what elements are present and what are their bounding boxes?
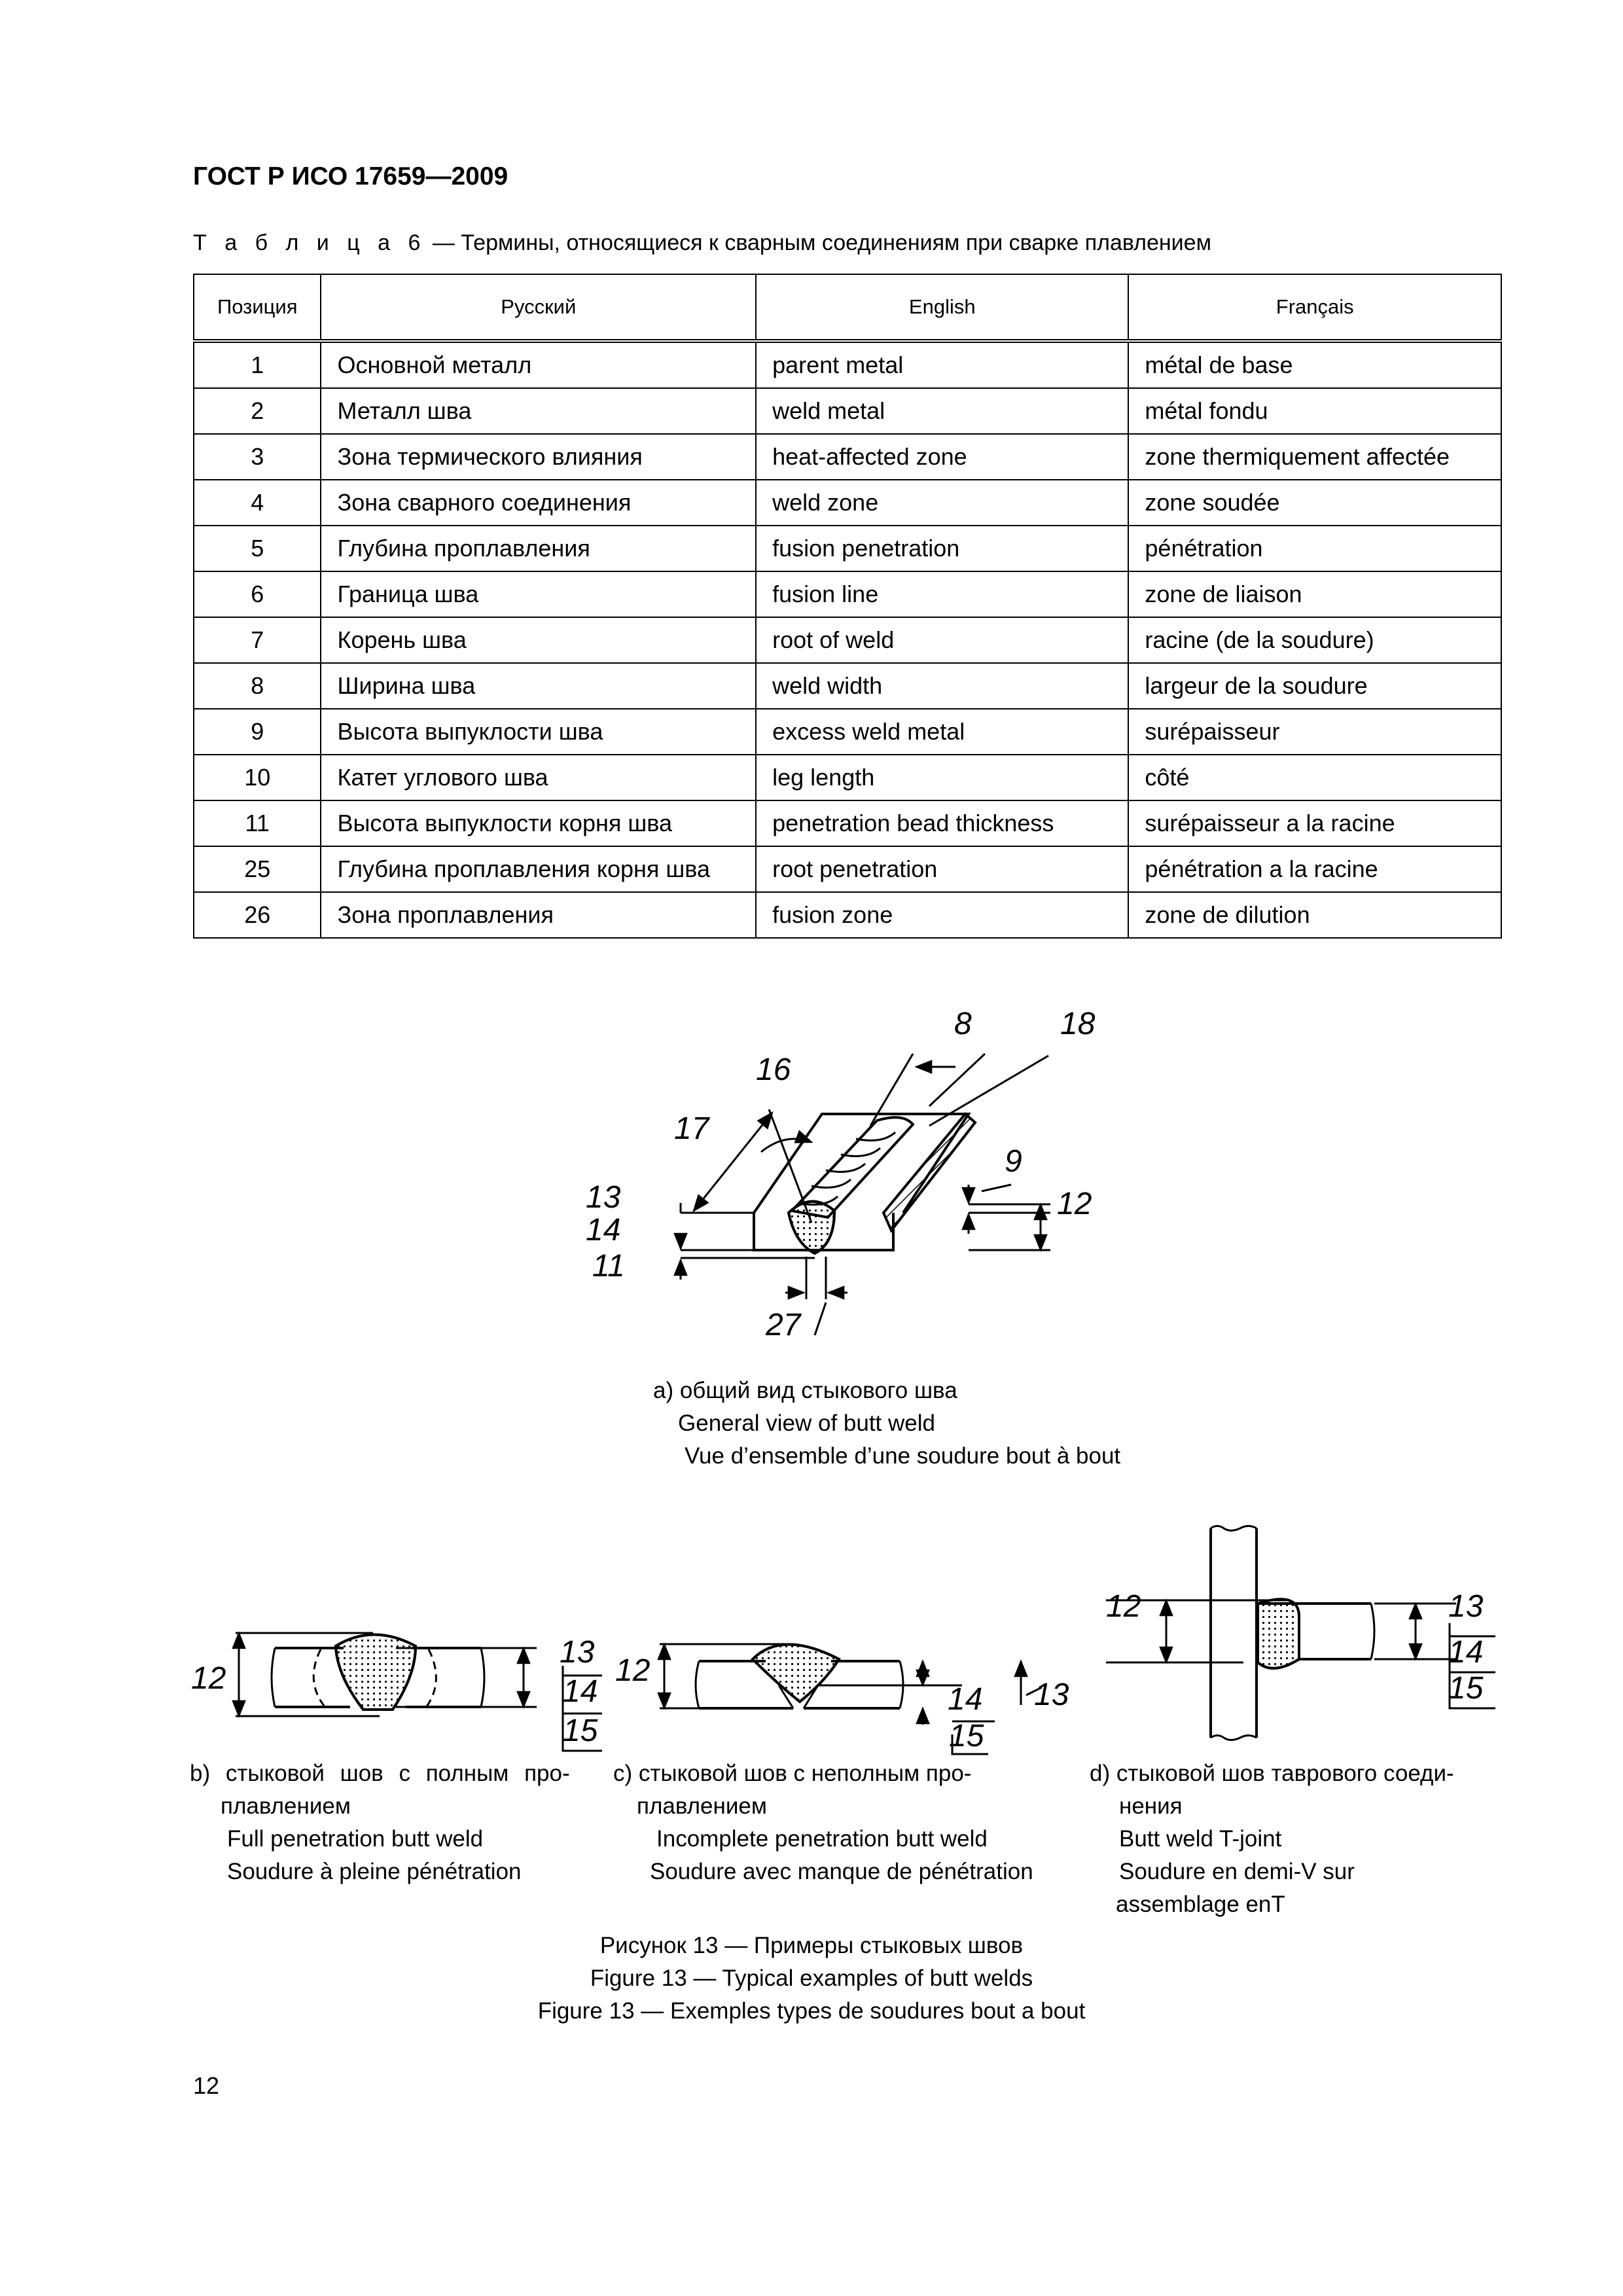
figure-b-caption [190,1757,589,1888]
figure-d-caption-fr-2: assemblage enT [1116,1892,1285,1917]
cell-russian: Основной металл [321,341,756,388]
callout-c-12: 12 [615,1653,651,1688]
figure-d-caption [1090,1757,1454,1921]
cell-russian: Глубина проплавления корня шва [321,846,756,892]
figure-a-caption-fr: Vue d’ensemble d’une soudure bout à bout [685,1443,1121,1469]
cell-russian: Металл шва [321,388,756,434]
cell-english: leg length [756,755,1128,800]
cell-position: 2 [194,388,321,434]
callout-b-13: 13 [560,1635,595,1670]
cell-russian: Высота выпуклости шва [321,709,756,755]
figure-b-caption-ru-2: плавлением [221,1793,351,1819]
cell-french: pénétration [1128,526,1501,571]
column-header-russian: Русский [321,274,756,341]
cell-english: fusion line [756,571,1128,617]
cell-english: fusion zone [756,892,1128,938]
cell-russian: Глубина проплавления [321,526,756,571]
cell-french: surépaisseur a la racine [1128,800,1501,846]
cell-french: métal fondu [1128,388,1501,434]
callout-12: 12 [1057,1187,1092,1221]
figure-b-drawing [236,1633,602,1751]
cell-english: parent metal [756,341,1128,388]
figure-c-caption-fr: Soudure avec manque de pénétration [650,1859,1033,1884]
cell-russian: Граница шва [321,571,756,617]
callout-c-15: 15 [949,1719,984,1753]
callout-c-13: 13 [1034,1677,1069,1712]
cell-position: 11 [194,800,321,846]
cell-french: largeur de la soudure [1128,663,1501,709]
cell-english: weld metal [756,388,1128,434]
figure-title-fr: Figure 13 — Exemples types de soudures bout a bout [537,1998,1086,2024]
cell-position: 9 [194,709,321,755]
cell-position: 5 [194,526,321,571]
cell-english: weld width [756,663,1128,709]
cell-russian: Катет углового шва [321,755,756,800]
figure-title-ru: Рисунок 13 — Примеры стыковых швов [599,1933,1024,1958]
cell-position: 6 [194,571,321,617]
cell-french: zone de dilution [1128,892,1501,938]
figure-d-caption-en: Butt weld T-joint [1119,1826,1282,1852]
cell-russian: Высота выпуклости корня шва [321,800,756,846]
figure-c-drawing [660,1644,1042,1754]
cell-french: pénétration a la racine [1128,846,1501,892]
callout-b-12: 12 [191,1661,226,1696]
figure-c-callouts [615,1653,1069,1753]
figure-d-drawing [1106,1526,1495,1740]
cell-french: surépaisseur [1128,709,1501,755]
callout-b-14: 14 [563,1674,598,1709]
cell-english: excess weld metal [756,709,1128,755]
figure-d-caption-ru-2: нения [1119,1793,1183,1819]
cell-english: root of weld [756,617,1128,663]
document-header: ГОСТ Р ИСО 17659—2009 [193,162,508,190]
figure-b-caption-en: Full penetration butt weld [227,1826,484,1852]
figure-a-caption [653,1374,1120,1473]
figure-c-caption-ru-2: плавлением [637,1793,767,1819]
callout-18: 18 [1060,1007,1096,1041]
column-header-position: Позиция [194,274,321,341]
figure-c-caption-en: Incomplete penetration butt weld [656,1826,988,1852]
cell-position: 1 [194,341,321,388]
callout-d-13: 13 [1448,1589,1484,1624]
cell-french: zone soudée [1128,480,1501,526]
callout-d-12: 12 [1106,1589,1141,1624]
figure-b-caption-fr: Soudure à pleine pénétration [227,1859,522,1884]
cell-russian: Зона проплавления [321,892,756,938]
figure-a-caption-en: General view of butt weld [678,1410,935,1436]
callout-d-15: 15 [1448,1671,1484,1706]
figure-b-caption-ru-1: b) стыковой шов с полным про- [190,1761,570,1786]
cell-russian: Корень шва [321,617,756,663]
callout-d-14: 14 [1448,1635,1484,1670]
cell-french: côté [1128,755,1501,800]
cell-french: zone thermiquement affectée [1128,434,1501,480]
callout-11: 11 [592,1249,625,1283]
callout-27: 27 [766,1308,801,1342]
cell-position: 3 [194,434,321,480]
table-caption-text: — Термины, относящиеся к сварным соединениям при сварке плавлением [426,230,1211,255]
cell-russian: Зона термического влияния [321,434,756,480]
figure-d-caption-fr-1: Soudure en demi-V sur [1119,1859,1355,1884]
figure-a-drawing [681,1054,1050,1335]
cell-english: weld zone [756,480,1128,526]
cell-english: penetration bead thickness [756,800,1128,846]
callout-13: 13 [586,1180,621,1215]
page-number: 12 [193,2072,220,2099]
column-header-french: Français [1128,274,1501,341]
cell-position: 10 [194,755,321,800]
callout-9: 9 [1005,1144,1022,1179]
cell-english: fusion penetration [756,526,1128,571]
figure-a-caption-ru: а) общий вид стыкового шва [653,1378,957,1403]
cell-english: root penetration [756,846,1128,892]
callout-8: 8 [954,1007,972,1041]
callout-b-15: 15 [563,1713,598,1748]
callout-c-14: 14 [948,1682,983,1717]
cell-position: 25 [194,846,321,892]
callout-16: 16 [756,1052,791,1087]
figure-title-en: Figure 13 — Typical examples of butt welds [590,1965,1033,1991]
cell-french: métal de base [1128,341,1501,388]
cell-russian: Зона сварного соединения [321,480,756,526]
callout-17: 17 [674,1111,709,1146]
column-header-english: English [756,274,1128,341]
cell-russian: Ширина шва [321,663,756,709]
cell-position: 26 [194,892,321,938]
cell-french: racine (de la soudure) [1128,617,1501,663]
figure-c-caption [613,1757,1033,1888]
figure-c-caption-ru-1: с) стыковой шов с неполным про- [613,1761,972,1786]
cell-french: zone de liaison [1128,571,1501,617]
cell-position: 4 [194,480,321,526]
cell-english: heat-affected zone [756,434,1128,480]
callout-14: 14 [586,1213,621,1247]
cell-position: 7 [194,617,321,663]
table-caption-prefix: Т а б л и ц а 6 [193,230,427,255]
cell-position: 8 [194,663,321,709]
figure-d-caption-ru-1: d) стыковой шов таврового соеди- [1090,1761,1454,1786]
